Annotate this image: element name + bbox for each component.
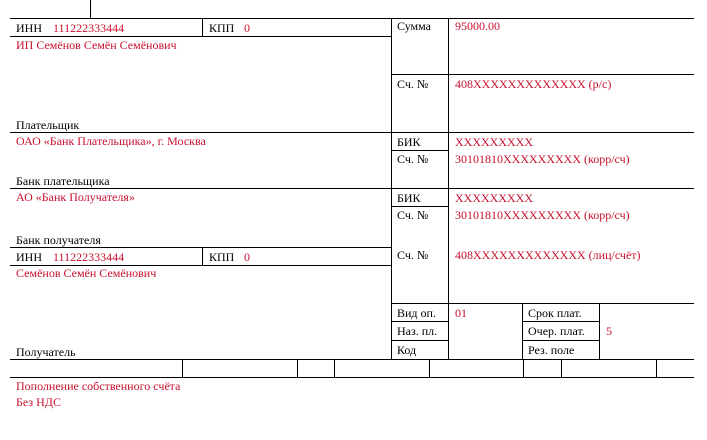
rule-bottom-2 [10, 377, 694, 378]
payer-name: ИП Семёнов Семён Семёнович [16, 38, 177, 52]
payee-account-label: Сч. № [397, 248, 429, 262]
rule-tax-cell-7 [656, 359, 657, 377]
rule-kpp-divider-payer [202, 18, 203, 36]
payer-account-value: 408XXXXXXXXXXXXX (р/с) [455, 77, 612, 91]
rule-payer-bank [10, 188, 694, 189]
rule-ops-top [391, 303, 694, 304]
payee-bank-caption: Банк получателя [16, 233, 101, 247]
payee-account-value: 408XXXXXXXXXXXXX (лиц/счёт) [455, 248, 641, 262]
amount-label: Сумма [397, 19, 431, 33]
rule-payer [10, 132, 694, 133]
rule-payer-bik [391, 150, 448, 151]
payee-inn-value: 111222333444 [53, 250, 125, 264]
payer-bank-name: ОАО «Банк Плательщика», г. Москва [16, 134, 206, 148]
payer-kpp-label: КПП [209, 21, 235, 35]
payee-inn-label: ИНН [16, 250, 42, 264]
kod-label: Код [397, 343, 417, 357]
rule-ops-2 [391, 340, 448, 341]
payer-inn-value: 111222333444 [53, 21, 125, 35]
rule-amount [391, 74, 694, 75]
rule-top [10, 18, 694, 19]
payer-kpp-value: 0 [244, 21, 250, 35]
rule-kpp-divider-payee [202, 247, 203, 265]
vid-op-label: Вид оп. [397, 306, 436, 320]
purpose-line-1: Пополнение собственного счёта [16, 379, 181, 393]
payee-bank-corr-label: Сч. № [397, 208, 429, 222]
rule-payee-bank [10, 247, 391, 248]
rule-payee-bik [391, 206, 448, 207]
payer-bank-caption: Банк плательщика [16, 174, 110, 188]
rule-payer-inn [10, 36, 391, 37]
payer-bank-corr-label: Сч. № [397, 152, 429, 166]
rule-ops-right [599, 303, 600, 359]
rez-label: Рез. поле [528, 343, 575, 357]
rule-ops-1-right [522, 321, 599, 322]
ocher-value: 5 [606, 324, 612, 338]
payee-bank-corr-value: 30101810XXXXXXXXX (корр/сч) [455, 208, 630, 222]
naz-pl-label: Наз. пл. [397, 324, 438, 338]
top-tick [90, 0, 91, 18]
payer-caption: Плательщик [16, 118, 80, 132]
rule-tax-cell-2 [297, 359, 298, 377]
rule-bottom-1 [10, 359, 694, 360]
payer-bank-corr-value: 30101810XXXXXXXXX (корр/сч) [455, 152, 630, 166]
rule-tax-cell-1 [182, 359, 183, 377]
payee-kpp-label: КПП [209, 250, 235, 264]
payee-bank-bik-label: БИК [397, 191, 421, 205]
payee-kpp-value: 0 [244, 250, 250, 264]
amount-value: 95000.00 [455, 19, 500, 33]
payer-inn-label: ИНН [16, 21, 42, 35]
ocher-label: Очер. плат. [528, 324, 585, 338]
rule-ops-1 [391, 321, 448, 322]
payee-bank-name: АО «Банк Получателя» [16, 190, 135, 204]
rule-ops-2-right [522, 340, 599, 341]
payee-caption: Получатель [16, 345, 76, 359]
payee-name: Семёнов Семён Семёнович [16, 266, 157, 280]
rule-tax-cell-3 [334, 359, 335, 377]
srok-label: Срок плат. [528, 306, 582, 320]
payer-bank-bik-value: XXXXXXXXX [455, 135, 533, 149]
payee-bank-bik-value: XXXXXXXXX [455, 191, 533, 205]
payer-bank-bik-label: БИК [397, 135, 421, 149]
rule-tax-cell-4 [429, 359, 430, 377]
payer-account-label: Сч. № [397, 77, 429, 91]
rule-ops-mid [522, 303, 523, 359]
vid-op-value: 01 [455, 306, 467, 320]
rule-tax-cell-6 [561, 359, 562, 377]
purpose-line-2: Без НДС [16, 395, 61, 409]
rule-tax-cell-5 [523, 359, 524, 377]
